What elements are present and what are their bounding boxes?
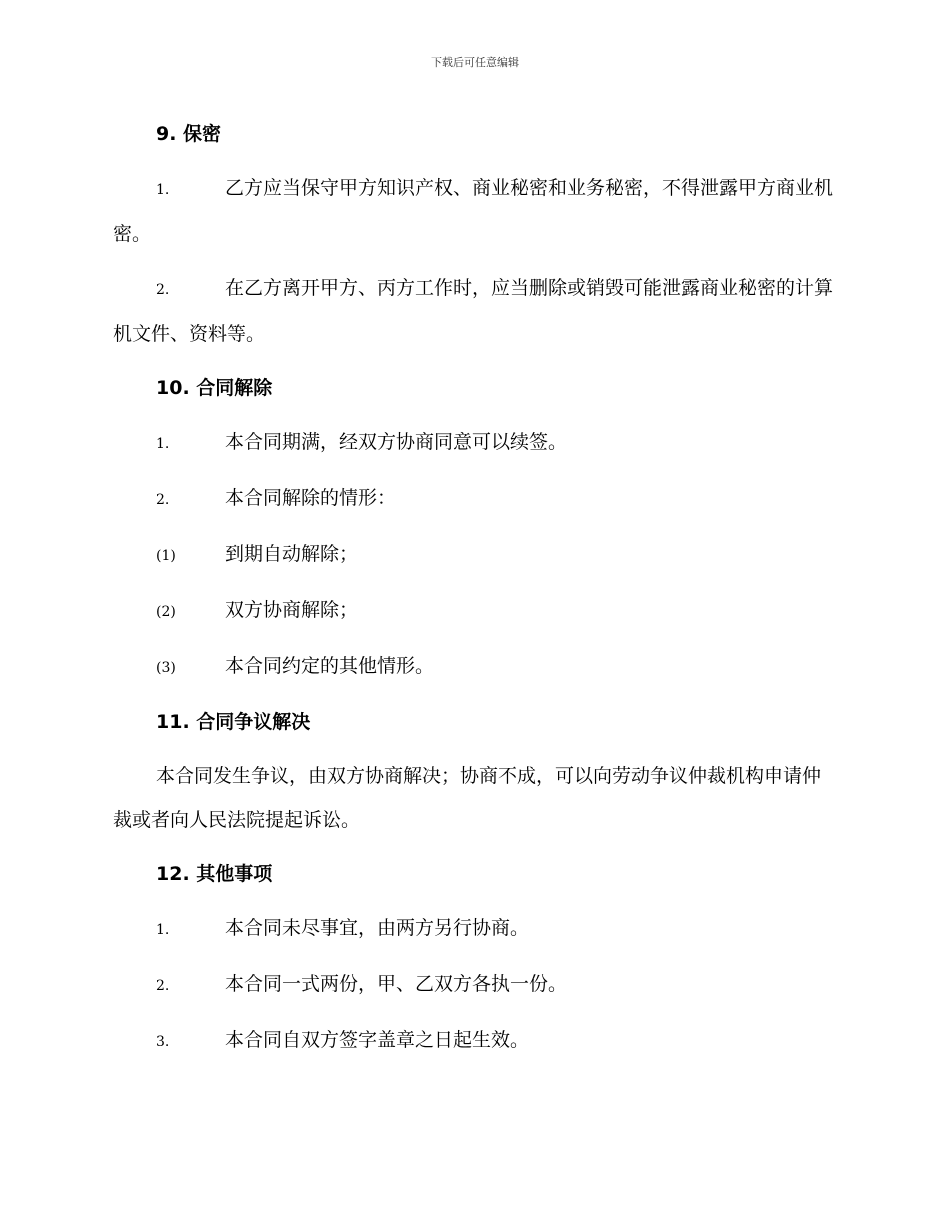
item-number: (1) xyxy=(156,548,176,564)
paragraph: 本合同发生争议，由双方协商解决；协商不成，可以向劳动争议仲裁机构申请仲裁或者向人民法院提起诉讼。 xyxy=(113,765,822,831)
list-item xyxy=(113,644,833,690)
item-text: 本合同解除的情形： xyxy=(225,487,397,509)
item-number: 1. xyxy=(156,436,170,452)
list-item xyxy=(113,420,833,466)
section-heading: 10. 合同解除 xyxy=(156,377,273,399)
document-body xyxy=(113,112,833,1074)
item-text: 本合同自双方签字盖章之日起生效。 xyxy=(225,1029,530,1051)
list-item xyxy=(113,1018,833,1064)
list-item xyxy=(113,476,833,522)
item-text: 本合同一式两份，甲、乙双方各执一份。 xyxy=(225,973,568,995)
item-number: 2. xyxy=(156,282,170,298)
item-number: (2) xyxy=(156,604,176,620)
list-item xyxy=(113,266,833,356)
item-text: 双方协商解除； xyxy=(225,599,359,621)
item-number: 2. xyxy=(156,978,170,994)
page-header: 下载后可任意编辑 xyxy=(431,56,519,69)
item-text: 乙方应当保守甲方知识产权、商业秘密和业务秘密，不得泄露甲方商业机密。 xyxy=(113,177,834,245)
item-number: (3) xyxy=(156,660,176,676)
item-number: 2. xyxy=(156,492,170,508)
section-heading: 12. 其他事项 xyxy=(156,863,273,885)
list-item xyxy=(113,962,833,1008)
list-item xyxy=(113,588,833,634)
item-number: 3. xyxy=(156,1034,170,1050)
item-text: 本合同期满，经双方协商同意可以续签。 xyxy=(225,431,568,453)
list-item xyxy=(113,166,833,256)
section-heading: 9. 保密 xyxy=(156,123,222,145)
item-text: 在乙方离开甲方、丙方工作时，应当删除或销毁可能泄露商业秘密的计算机文件、资料等。 xyxy=(113,277,834,345)
item-text: 本合同未尽事宜，由两方另行协商。 xyxy=(225,917,530,939)
item-text: 本合同约定的其他情形。 xyxy=(225,655,435,677)
item-text: 到期自动解除； xyxy=(225,543,359,565)
list-item xyxy=(113,532,833,578)
item-number: 1. xyxy=(156,182,170,198)
item-number: 1. xyxy=(156,922,170,938)
list-item xyxy=(113,906,833,952)
section-heading: 11. 合同争议解决 xyxy=(156,711,311,733)
